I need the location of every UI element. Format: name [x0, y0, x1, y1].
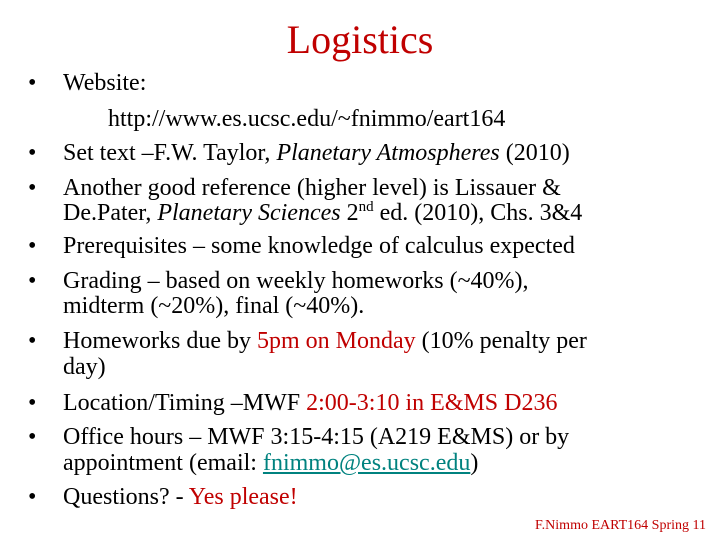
- slide-title: Logistics: [286, 17, 434, 62]
- slide-footer: F.Nimmo EART164 Spring 11: [535, 518, 706, 533]
- bullet-dot: •: [28, 233, 37, 259]
- website-label: Website:: [63, 70, 147, 96]
- office-suffix: ): [470, 450, 479, 476]
- set-text: [63, 140, 713, 166]
- prerequisites-text: Prerequisites – some knowledge of calculus expected: [63, 233, 575, 259]
- set-text-book-title: Planetary Atmospheres: [276, 140, 500, 166]
- bullet-dot: •: [28, 424, 37, 450]
- grading-line2: midterm (~20%), final (~40%).: [63, 293, 365, 319]
- ref-edition-num: 2: [340, 200, 359, 226]
- office-line1: Office hours – MWF 3:15-4:15 (A219 E&MS) or by: [63, 424, 570, 450]
- website-url[interactable]: http://www.es.ucsc.edu/~fnimmo/eart164: [108, 106, 506, 132]
- ref-prefix: De.Pater,: [63, 200, 158, 226]
- questions-prefix: Questions? -: [63, 484, 189, 510]
- ref-edition-sup: nd: [358, 199, 374, 215]
- bullet-dot: •: [28, 268, 37, 294]
- bullet-dot: •: [28, 175, 37, 201]
- bullet-dot: •: [28, 328, 37, 354]
- email-link[interactable]: fnimmo@es.ucsc.edu: [262, 450, 471, 476]
- grading-line1: Grading – based on weekly homeworks (~40%),: [63, 268, 529, 294]
- bullet-dot: •: [28, 140, 37, 166]
- ref-book-title: Planetary Sciences: [157, 200, 341, 226]
- reference-line2: [63, 200, 713, 226]
- bullet-dot: •: [28, 70, 37, 96]
- office-prefix: appointment (email:: [63, 450, 263, 476]
- set-text-suffix: (2010): [499, 140, 570, 166]
- office-line2: [63, 450, 713, 476]
- hw-suffix: (10% penalty per: [415, 328, 587, 354]
- homeworks-line2: day): [63, 354, 106, 380]
- ref-suffix: ed. (2010), Chs. 3&4: [373, 200, 583, 226]
- questions-text: [63, 484, 713, 510]
- reference-line1: Another good reference (higher level) is Lissauer &: [63, 175, 561, 201]
- hw-deadline: 5pm on Monday: [256, 328, 416, 354]
- bullet-dot: •: [28, 484, 37, 510]
- location-text: [63, 390, 713, 416]
- loc-prefix: Location/Timing –MWF: [63, 390, 307, 416]
- bullet-dot: •: [28, 390, 37, 416]
- questions-answer: Yes please!: [188, 484, 298, 510]
- loc-time-room: 2:00-3:10 in E&MS D236: [306, 390, 558, 416]
- hw-prefix: Homeworks due by: [63, 328, 257, 354]
- homeworks-line1: [63, 328, 713, 354]
- set-text-prefix: Set text –F.W. Taylor,: [63, 140, 277, 166]
